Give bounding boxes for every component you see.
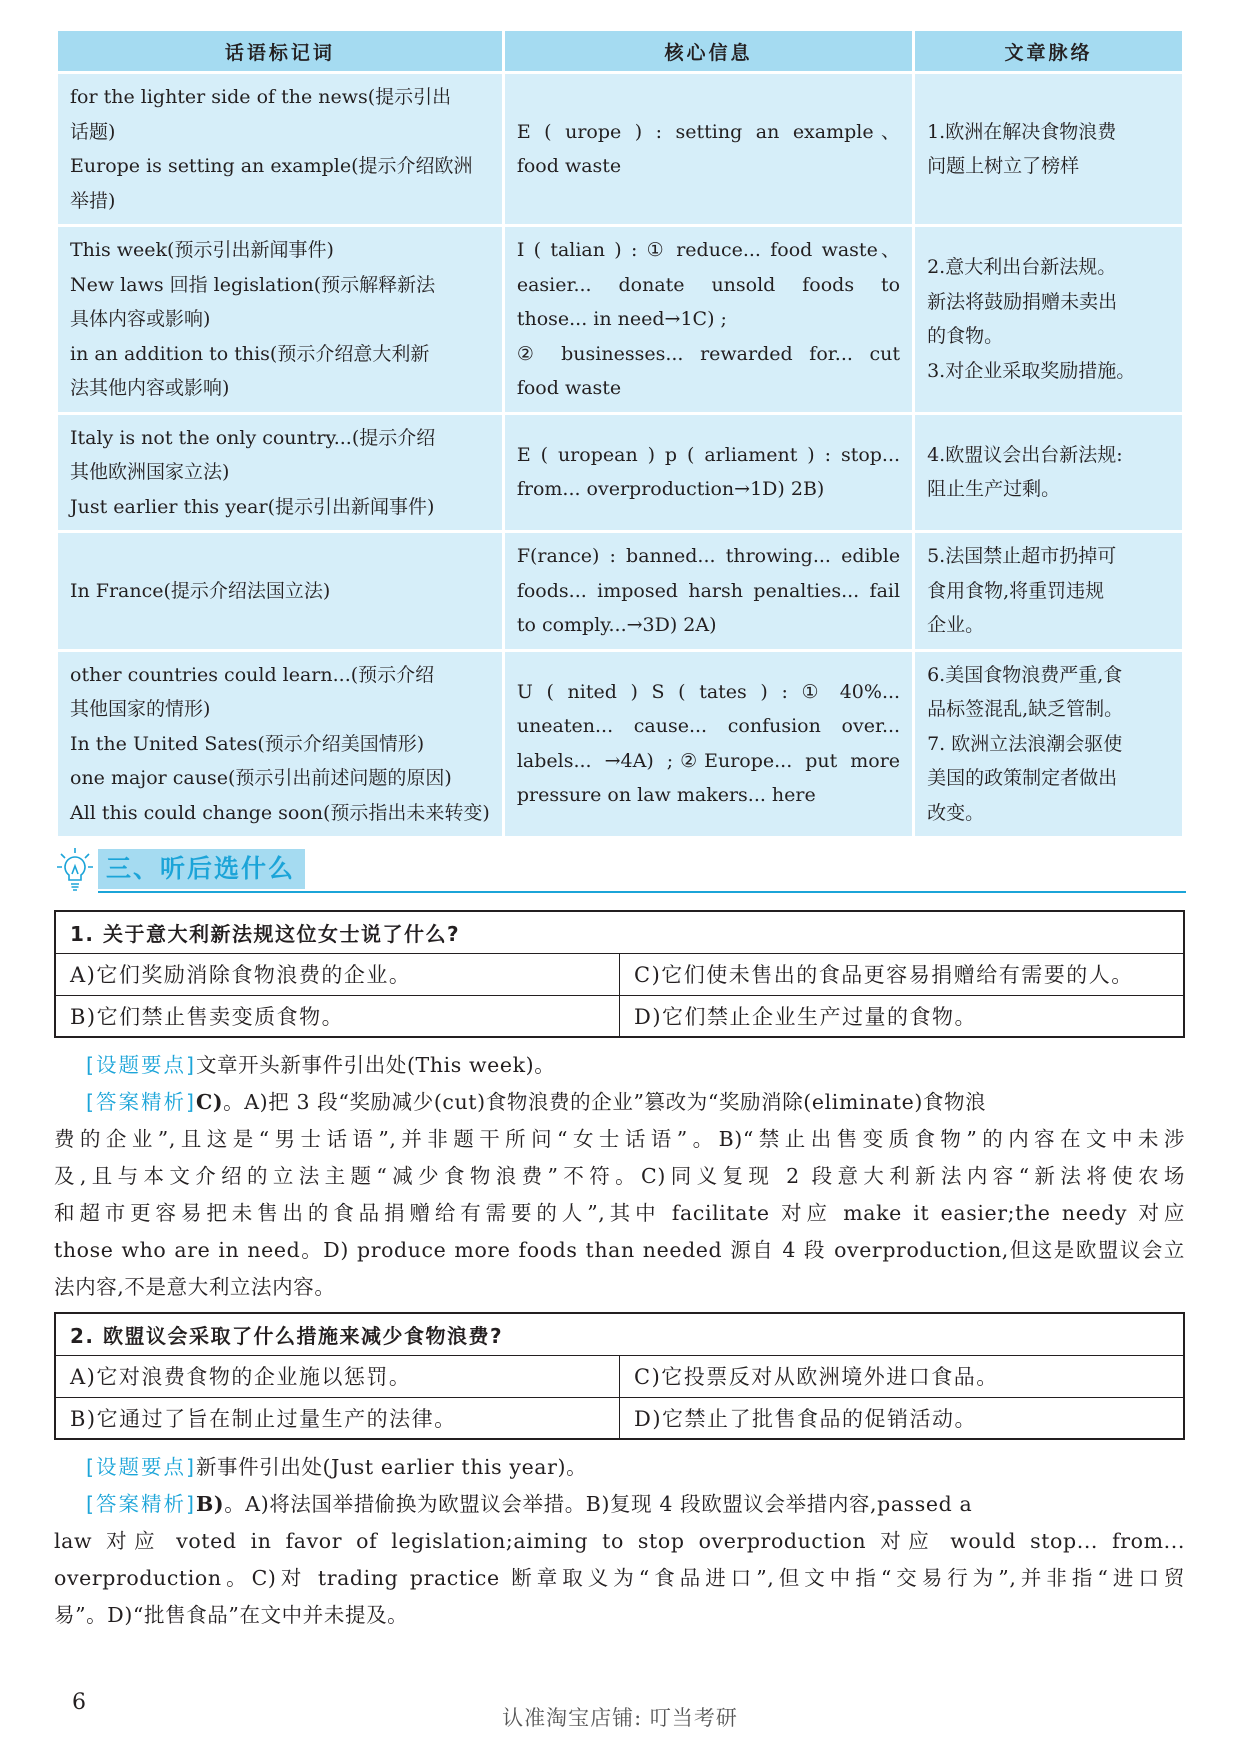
info-line: to comply...→3D) 2A) xyxy=(516,614,717,636)
context-line: 食用食物,将重罚违规 xyxy=(927,579,1105,602)
info-line: E ( uropean ) p ( arliament ) : stop... xyxy=(516,443,901,466)
marker-line: All this could change soon(预示指出未来转变) xyxy=(70,801,490,824)
info-cell xyxy=(505,533,912,649)
header-markers: 话语标记词 xyxy=(58,31,502,71)
analysis-line: 及,且与本文介绍的立法主题“减少食物浪费”不符。C)同义复现 2 段意大利新法内容“新法将使农场 xyxy=(54,1164,1185,1188)
question-2-option-b: B)它通过了旨在制止过量生产的法律。 xyxy=(55,1397,620,1439)
marker-line: 其他欧洲国家立法) xyxy=(70,461,230,483)
section-divider xyxy=(98,891,1186,893)
context-line: 3.对企业采取奖励措施。 xyxy=(927,359,1136,382)
marker-line: In the United Sates(预示介绍美国情形) xyxy=(70,732,425,755)
marker-line: 其他国家的情形) xyxy=(70,698,211,720)
info-line: those... in need→1C) ; xyxy=(516,308,727,330)
info-line: U ( nited ) S ( tates ) : ① 40%... xyxy=(516,680,901,703)
marker-line: Just earlier this year(提示引出新闻事件) xyxy=(70,495,435,518)
header-context: 文章脉络 xyxy=(915,31,1182,71)
context-cell xyxy=(915,415,1182,531)
analysis-line: 和超市更容易把未售出的食品捐赠给有需要的人”,其中 facilitate 对应 make it easier;the needy 对应 xyxy=(54,1201,1185,1225)
section-title: 三、听后选什么 xyxy=(98,849,305,889)
analysis-text: 。A)将法国举措偷换为欧盟议会举措。B)复现 4 段欧盟议会举措内容,passed a xyxy=(224,1492,973,1516)
context-line: 企业。 xyxy=(927,614,985,636)
marker-line: In France(提示介绍法国立法) xyxy=(70,579,331,602)
marker-line: Italy is not the only country...(提示介绍 xyxy=(70,426,436,449)
question-1-option-b: B)它们禁止售卖变质食物。 xyxy=(55,995,620,1037)
analysis-line xyxy=(54,1084,1185,1121)
question-2-option-a: A)它对浪费食物的企业施以惩罚。 xyxy=(55,1355,620,1397)
context-line: 新法将鼓励捐赠未卖出 xyxy=(927,290,1118,313)
question-2-explanation xyxy=(54,1449,1185,1634)
marker-cell xyxy=(58,74,502,224)
analysis-tag: [答案精析] xyxy=(85,1090,196,1114)
context-line: 6.美国食物浪费严重,食 xyxy=(927,663,1123,686)
question-1-box xyxy=(54,910,1185,1038)
table-row xyxy=(58,415,1182,531)
analysis-line: 易”。D)“批售食品”在文中并未提及。 xyxy=(54,1603,409,1627)
marker-line: This week(预示引出新闻事件) xyxy=(70,239,334,261)
analysis-line: law 对应 voted in favor of legislation;aiming to stop overproduction 对应 would stop... from... xyxy=(54,1529,1185,1553)
question-2-option-c: C)它投票反对从欧洲境外进口食品。 xyxy=(620,1355,1185,1397)
context-line: 7. 欧洲立法浪潮会驱使 xyxy=(927,732,1123,755)
info-line: foods... imposed harsh penalties... fail xyxy=(516,579,901,602)
info-line: I ( talian ) : ① reduce... food waste、 xyxy=(516,239,901,261)
key-point-text: 新事件引出处(Just earlier this year)。 xyxy=(195,1455,588,1479)
section-heading xyxy=(56,845,1186,895)
question-1-stem: 1. 关于意大利新法规这位女士说了什么? xyxy=(55,911,1184,953)
context-line: 问题上树立了榜样 xyxy=(927,155,1080,177)
table-row xyxy=(58,652,1182,837)
analysis-table xyxy=(55,28,1185,839)
info-line: food waste xyxy=(516,377,622,399)
context-line: 阻止生产过剩。 xyxy=(927,478,1061,501)
context-line: 4.欧盟议会出台新法规: xyxy=(927,443,1123,466)
question-2-box xyxy=(54,1312,1185,1440)
header-core-info: 核心信息 xyxy=(505,31,912,71)
info-cell xyxy=(505,652,912,837)
info-line: from... overproduction→1D) 2B) xyxy=(516,478,825,501)
info-line: E ( urope ) : setting an example、 xyxy=(516,120,901,143)
marker-line: one major cause(预示引出前述问题的原因) xyxy=(70,767,452,789)
context-cell xyxy=(915,74,1182,224)
marker-line: 举措) xyxy=(70,189,116,212)
lightbulb-icon xyxy=(56,847,94,893)
analysis-line: overproduction。C)对 trading practice 断章取义为“食品进口”,但文中指“交易行为”,并非指“进口贸 xyxy=(54,1566,1185,1590)
question-2-option-d: D)它禁止了批售食品的促销活动。 xyxy=(620,1397,1185,1439)
info-cell xyxy=(505,227,912,412)
page-number: 6 xyxy=(72,1690,86,1715)
analysis-text: 。A)把 3 段“奖励减少(cut)食物浪费的企业”篡改为“奖励消除(eliminate)食物浪 xyxy=(223,1090,987,1114)
context-line: 美国的政策制定者做出 xyxy=(927,767,1118,789)
marker-line: New laws 回指 legislation(预示解释新法 xyxy=(70,273,436,296)
context-line: 品标签混乱,缺乏管制。 xyxy=(927,698,1124,720)
info-line: ② businesses... rewarded for... cut xyxy=(516,342,901,365)
info-cell xyxy=(505,74,912,224)
answer-letter: B) xyxy=(195,1492,225,1516)
context-line: 改变。 xyxy=(927,801,985,824)
analysis-tag: [答案精析] xyxy=(85,1492,196,1516)
analysis-line: those who are in need。D) produce more foods than needed 源自 4 段 overproduction,但这是欧盟议会立 xyxy=(54,1238,1185,1262)
context-line: 1.欧洲在解决食物浪费 xyxy=(927,120,1117,143)
key-point-line xyxy=(54,1449,1185,1486)
marker-cell xyxy=(58,415,502,531)
marker-line: Europe is setting an example(提示介绍欧洲 xyxy=(70,155,473,177)
answer-letter: C) xyxy=(195,1090,224,1114)
question-1-option-a: A)它们奖励消除食物浪费的企业。 xyxy=(55,953,620,995)
context-cell xyxy=(915,652,1182,837)
analysis-line xyxy=(54,1486,1185,1523)
question-1-explanation xyxy=(54,1047,1185,1306)
marker-cell xyxy=(58,227,502,412)
key-point-tag: [设题要点] xyxy=(85,1455,196,1479)
info-line: F(rance) : banned... throwing... edible xyxy=(516,545,901,567)
context-cell xyxy=(915,533,1182,649)
table-row xyxy=(58,227,1182,412)
store-watermark: 认准淘宝店铺: 叮当考研 xyxy=(502,1706,738,1730)
marker-line: other countries could learn...(预示介绍 xyxy=(70,663,435,686)
marker-line: for the lighter side of the news(提示引出 xyxy=(70,86,452,108)
info-line: food waste xyxy=(516,155,622,177)
info-line: easier... donate unsold foods to xyxy=(516,273,901,296)
marker-line: 具体内容或影响) xyxy=(70,308,211,330)
analysis-line: 法内容,不是意大利立法内容。 xyxy=(54,1275,336,1299)
key-point-line xyxy=(54,1047,1185,1084)
context-line: 2.意大利出台新法规。 xyxy=(927,256,1117,279)
context-line: 的食物。 xyxy=(927,325,1004,348)
info-line: uneaten... cause... confusion over... xyxy=(516,715,901,738)
question-1-option-c: C)它们使未售出的食品更容易捐赠给有需要的人。 xyxy=(620,953,1185,995)
marker-line: in an addition to this(预示介绍意大利新 xyxy=(70,342,430,365)
info-cell xyxy=(505,415,912,531)
key-point-tag: [设题要点] xyxy=(85,1053,196,1077)
marker-line: 法其他内容或影响) xyxy=(70,377,230,399)
context-line: 5.法国禁止超市扔掉可 xyxy=(927,545,1117,567)
table-header-row xyxy=(58,31,1182,71)
info-line: labels... →4A) ;②Europe... put more xyxy=(516,749,901,772)
marker-line: 话题) xyxy=(70,120,116,143)
table-row xyxy=(58,533,1182,649)
marker-cell xyxy=(58,652,502,837)
marker-cell xyxy=(58,533,502,649)
table-row xyxy=(58,74,1182,224)
analysis-line: 费的企业”,且这是“男士话语”,并非题干所问“女士话语”。B)“禁止出售变质食物”的内容在文中未涉 xyxy=(54,1127,1185,1151)
info-line: pressure on law makers... here xyxy=(516,784,816,807)
context-cell xyxy=(915,227,1182,412)
question-1-option-d: D)它们禁止企业生产过量的食物。 xyxy=(620,995,1185,1037)
question-2-stem: 2. 欧盟议会采取了什么措施来减少食物浪费? xyxy=(55,1313,1184,1355)
key-point-text: 文章开头新事件引出处(This week)。 xyxy=(195,1053,556,1077)
